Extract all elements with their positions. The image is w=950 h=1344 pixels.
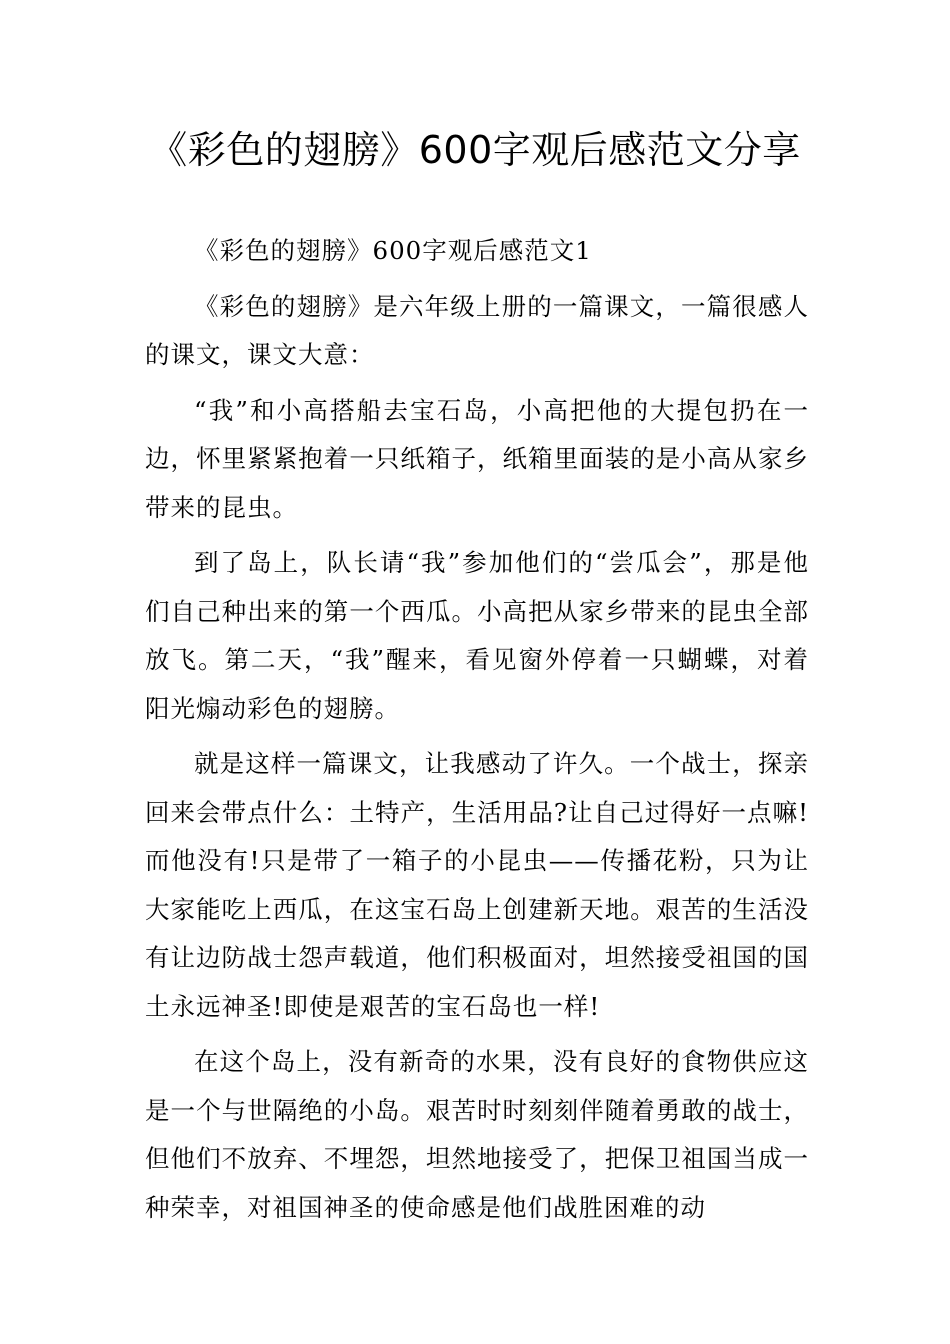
paragraph: 在这个岛上，没有新奇的水果，没有良好的食物供应这是一个与世隔绝的小岛。艰苦时时刻刻伴随着勇敢的战士，但他们不放弃、不埋怨，坦然地接受了，把保卫祖国当成一种荣幸，对祖国神圣的使命感是他们战胜困难的动 bbox=[145, 1047, 809, 1222]
document-body bbox=[145, 227, 809, 1239]
paragraph: 《彩色的翅膀》是六年级上册的一篇课文，一篇很感人的课文，课文大意： bbox=[145, 291, 809, 369]
paragraph: 就是这样一篇课文，让我感动了许久。一个战士，探亲回来会带点什么：土特产，生活用品?让自己过得好一点嘛!而他没有!只是带了一箱子的小昆虫——传播花粉，只为让大家能吃上西瓜，在这宝石岛上创建新天地。艰苦的生活没有让边防战士怨声载道，他们积极面对，坦然接受祖国的国土永远神圣!即使是艰苦的宝石岛也一样! bbox=[145, 749, 809, 1021]
paragraph: “我”和小高搭船去宝石岛，小高把他的大提包扔在一边，怀里紧紧抱着一只纸箱子，纸箱里面装的是小高从家乡带来的昆虫。 bbox=[145, 395, 809, 522]
paragraph: 到了岛上，队长请“我”参加他们的“尝瓜会”，那是他们自己种出来的第一个西瓜。小高把从家乡带来的昆虫全部放飞。第二天，“我”醒来，看见窗外停着一只蝴蝶，对着阳光煽动彩色的翅膀。 bbox=[145, 548, 809, 723]
document-title: 《彩色的翅膀》600字观后感范文分享 bbox=[149, 128, 801, 172]
section-heading: 《彩色的翅膀》600字观后感范文1 bbox=[194, 236, 592, 265]
